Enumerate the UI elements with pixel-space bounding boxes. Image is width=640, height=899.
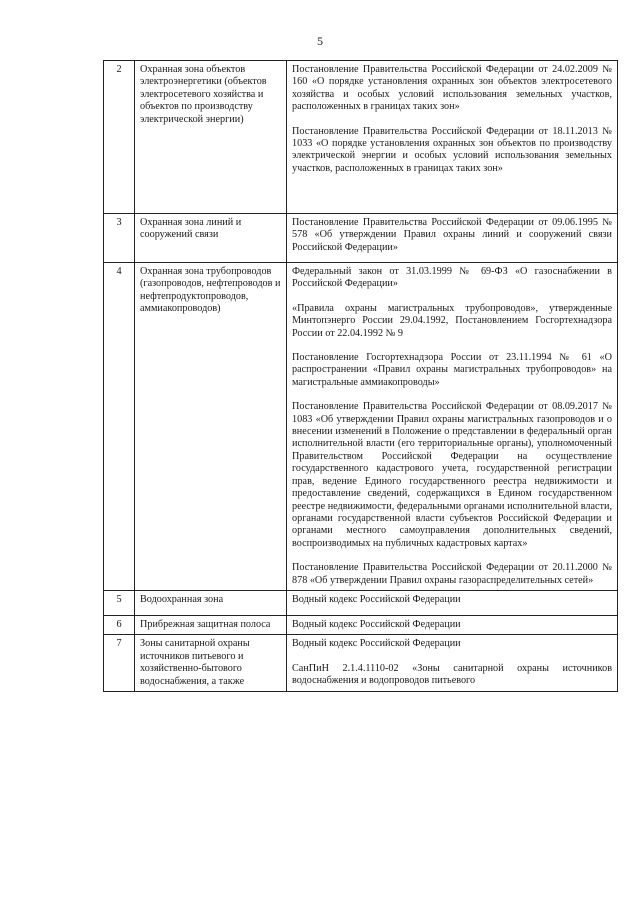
- row-number: 5: [104, 590, 135, 615]
- regulation-text: «Правила охраны магистральных трубопроводов», утвержденные Минтопэнерго России 29.04.1992, Постановлением Госгортехнадзора России от 22.04.1992 № 9: [292, 302, 612, 339]
- regulation-text: Федеральный закон от 31.03.1999 № 69-ФЗ «О газоснабжении в Российской Федерации»: [292, 266, 612, 290]
- page-number: 5: [317, 34, 323, 48]
- regulation-cell: [287, 263, 618, 591]
- row-number: 3: [104, 214, 135, 263]
- regulation-cell: [287, 615, 618, 634]
- table-row: [104, 61, 618, 214]
- regulation-text: Постановление Правительства Российской Федерации от 20.11.2000 № 878 «Об утверждении Правил охраны газораспределительных сетей»: [292, 562, 612, 586]
- zone-name: Прибрежная защитная полоса: [135, 615, 287, 634]
- zone-name: Охранная зона линий и сооружений связи: [135, 214, 287, 263]
- regulation-text: Постановление Правительства Российской Федерации от 09.06.1995 № 578 «Об утверждении Правил охраны линий и сооружений связи Российской Федерации»: [292, 217, 612, 253]
- regulation-text: Постановление Правительства Российской Федерации от 08.09.2017 № 1083 «Об утверждении Правил охраны магистральных газопроводов и о внесении изменений в Положение о представлении в федеральный орган исполнительной власти (его территориальные органы), уполномоченный Правительством Российской Федерации на осуществление государственного кадастрового учета, государственной регистрации прав, ведение Единого государственного реестра недвижимости и предоставление сведений, содержащихся в Едином государственном реестре недвижимости, федеральными органами исполнительной власти, органами государственной власти субъектов Российской Федерации и органами местного самоуправления дополнительных сведений, воспроизводимых на публичных кадастровых картах»: [292, 401, 612, 549]
- regulation-cell: [287, 635, 618, 692]
- table-row: [104, 615, 618, 634]
- regulation-text: Постановление Правительства Российской Федерации от 18.11.2013 № 1033 «О порядке установления охранных зон объектов по производству электрической энергии и особых условий использования земельных участков, расположенных в границах таких зон»: [292, 125, 612, 174]
- table-row: [104, 635, 618, 692]
- protection-zones-table: [103, 60, 618, 692]
- regulation-cell: [287, 61, 618, 214]
- regulation-text: Постановление Госгортехнадзора России от 23.11.1994 № 61 «О распространении «Правил охраны магистральных трубопроводов» на магистральные аммиакопроводы»: [292, 352, 612, 388]
- row-number: 2: [104, 61, 135, 214]
- zone-name: Охранная зона объектов электроэнергетики (объектов электросетевого хозяйства и объектов по производству электрической энергии): [135, 61, 287, 214]
- table-row: [104, 263, 618, 591]
- row-number: 7: [104, 635, 135, 692]
- regulation-cell: [287, 214, 618, 263]
- regulation-cell: [287, 590, 618, 615]
- zone-name: Охранная зона трубопроводов (газопроводов, нефтепроводов и нефтепродуктопроводов, аммиакопроводов): [135, 263, 287, 591]
- table-row: [104, 590, 618, 615]
- row-number: 4: [104, 263, 135, 591]
- regulation-text: Водный кодекс Российской Федерации: [292, 638, 461, 650]
- table-row: [104, 214, 618, 263]
- regulation-text: СанПиН 2.1.4.1110-02 «Зоны санитарной охраны источников водоснабжения и водопроводов питьевого: [292, 662, 612, 687]
- zone-name: Зоны санитарной охраны источников питьевого и хозяйственно-бытового водоснабжения, а также: [135, 635, 287, 692]
- row-number: 6: [104, 615, 135, 634]
- zone-name: Водоохранная зона: [135, 590, 287, 615]
- regulation-text: Постановление Правительства Российской Федерации от 24.02.2009 № 160 «О порядке установления охранных зон объектов электросетевого хозяйства и особых условий использования земельных участков, расположенных в границах таких зон»: [292, 64, 612, 113]
- regulation-text: Водный кодекс Российской Федерации: [292, 593, 461, 605]
- regulation-text: Водный кодекс Российской Федерации: [292, 618, 461, 630]
